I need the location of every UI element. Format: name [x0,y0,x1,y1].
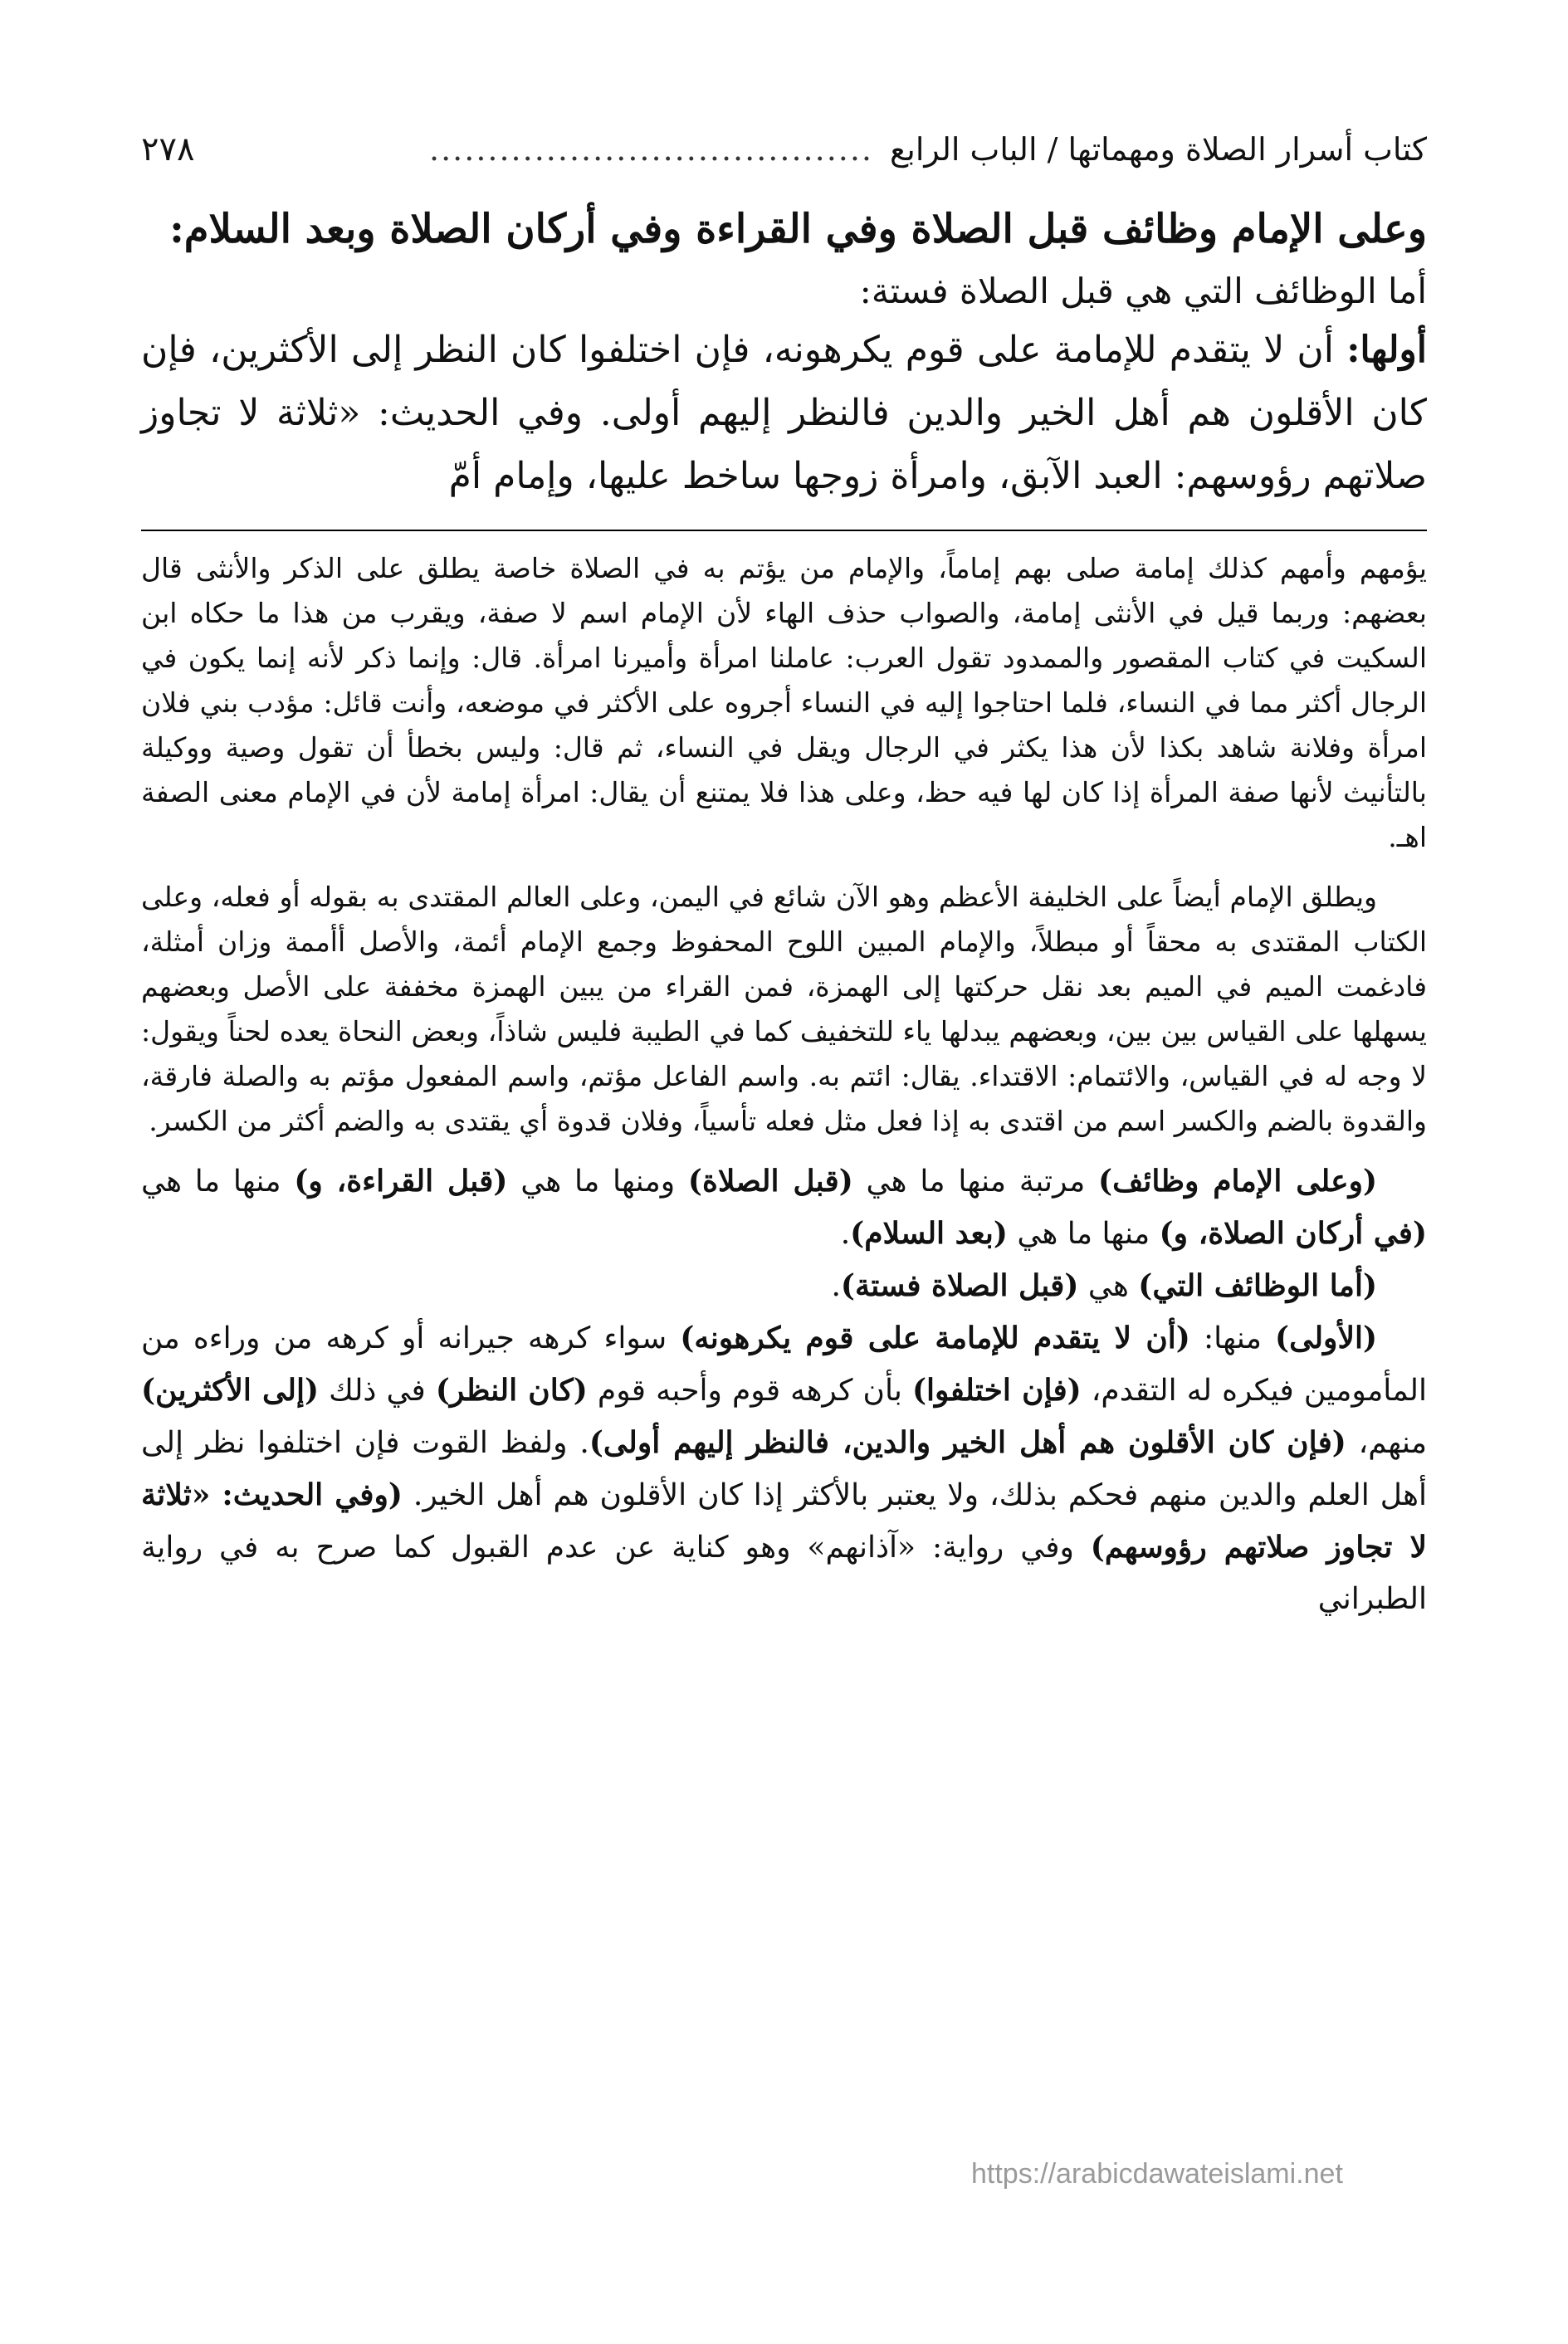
quoted-text: (الأولى) [1275,1321,1378,1355]
commentary-paragraph [141,1260,1427,1312]
running-title: كتاب أسرار الصلاة ومهماتها / الباب الرابع [890,131,1427,168]
page-number: ٢٧٨ [141,130,195,168]
quoted-text: (قبل القراءة، و) [294,1164,508,1199]
commentary-text: منها ما هي [141,1165,295,1199]
main-lead: أولها: [1346,329,1427,371]
quoted-text: (قبل الصلاة) [687,1164,853,1199]
quoted-text: (أن لا يتقدم للإمامة على قوم يكرهونه) [680,1321,1190,1355]
main-paragraph [141,319,1427,508]
commentary-text: بأن كرهه قوم وأحبه قوم [587,1374,913,1408]
commentary-text: وفي رواية: «آذانهم» وهو كناية عن عدم القبول كما صرح به في رواية الطبراني [141,1531,1427,1616]
running-header [141,125,1427,174]
footnotes [141,546,1427,1144]
quoted-text: (في أركان الصلاة، و) [1159,1216,1427,1251]
commentary-paragraph [141,1155,1427,1260]
quoted-text: (بعد السلام) [850,1216,1008,1251]
commentary-text: منها ما هي [1007,1217,1160,1251]
section-heading: وعلى الإمام وظائف قبل الصلاة وفي القراءة وفي أركان الصلاة وبعد السلام: [169,206,1427,252]
commentary-text: . [831,1269,841,1303]
commentary-text: مرتبة منها ما هي [852,1165,1099,1199]
main-text [141,319,1427,508]
watermark-url: https://arabicdawateislami.net [971,2158,1343,2190]
quoted-text: (وعلى الإمام وظائف) [1098,1164,1378,1199]
commentary-text: منهم، [1346,1426,1427,1460]
book-page [141,125,1427,2344]
commentary-text: ومنها ما هي [507,1165,688,1199]
footnote-divider [141,530,1427,531]
commentary-text: هي [1078,1269,1139,1303]
quoted-text: (وفي الحديث: «ثلاثة لا تجاوز صلاتهم رؤوسهم) [141,1477,1427,1565]
quoted-text: (كان النظر) [435,1373,588,1408]
quoted-text: (أما الوظائف التي) [1138,1268,1377,1303]
quoted-text: (فإن اختلفوا) [912,1373,1082,1408]
commentary-text: سواء كرهه جيرانه أو كرهه من وراءه من المأمومين فيكره له التقدم، [141,1321,1428,1408]
leader-dots: ...................................... [429,131,874,168]
section-subheading: أما الوظائف التي هي قبل الصلاة فستة: [859,271,1427,311]
commentary-paragraph [141,1312,1427,1625]
main-body: أن لا يتقدم للإمامة على قوم يكرهونه، فإن اختلفوا كان النظر إلى الأكثرين، فإن كان الأقلون هم أهل الخير والدين فالنظر إليهم أولى. وفي الحديث: «ثلاثة لا تجاوز صلاتهم رؤوسهم: العبد الآبق، وامرأة زوجها ساخط عليها، وإمام أمّ [141,329,1427,497]
commentary-text: منها: [1189,1321,1276,1355]
quoted-text: (إلى الأكثرين) [141,1373,320,1408]
footnote-paragraph: ويطلق الإمام أيضاً على الخليفة الأعظم وهو الآن شائع في اليمن، وعلى العالم المقتدى به بقوله أو فعله، وعلى الكتاب المقتدى به محقاً أو مبطلاً، والإمام المبين اللوح المحفوظ وجمع الإمام أئمة، والأصل أأممة وزان أمثلة، فادغمت الميم في الميم بعد نقل حركتها إلى الهمزة، فمن القراء من يبين الهمزة مخففة على الأصل وبعضهم يسهلها على القياس بين بين، وبعضهم يبدلها ياء للتخفيف كما في الطيبة فليس شاذاً، وبعض النحاة يعده لحناً ويقول: لا وجه له في القياس، والائتمام: الاقتداء. يقال: ائتم به. واسم الفاعل مؤتم، واسم المفعول مؤتم به والصلة فارقة، والقدوة بالضم والكسر اسم من اقتدى به إذا فعل مثل فعله تأسياً، وفلان قدوة أي يقتدى به والضم أكثر من الكسر. [141,881,1427,1137]
commentary-text: . ولفظ القوت فإن اختلفوا نظر إلى أهل العلم والدين منهم فحكم بذلك، ولا يعتبر بالأكثر إذا كان الأقلون هم أهل الخير. [141,1426,1427,1512]
commentary-text: . [840,1217,851,1251]
commentary-text: في ذلك [319,1374,436,1408]
commentary [141,1155,1427,1625]
quoted-text: (قبل الصلاة فستة) [840,1268,1079,1303]
footnote-paragraph: يؤمهم وأمهم كذلك إمامة صلى بهم إماماً، والإمام من يؤتم به في الصلاة خاصة يطلق على الذكر والأنثى قال بعضهم: وربما قيل في الأنثى إمامة، والصواب حذف الهاء لأن الإمام اسم لا صفة، ويقرب من هذا ما حكاه ابن السكيت في كتاب المقصور والممدود تقول العرب: عاملنا امرأة وأميرنا امرأة. قال: وإنما ذكر لأنه إنما يكون في الرجال أكثر مما في النساء، فلما احتاجوا إليه في النساء أجروه على الأكثر في موضعه، وأنت قائل: مؤدب بني فلان امرأة وفلانة شاهد بكذا لأن هذا يكثر في الرجال ويقل في النساء، ثم قال: وليس بخطأ أن تقول وصية ووكيلة بالتأنيث لأنها صفة المرأة إذا كان لها فيه حظ، وعلى هذا فلا يمتنع أن يقال: امرأة إمامة لأن في الإمام معنى الصفة اهـ. [141,552,1427,853]
quoted-text: (فإن كان الأقلون هم أهل الخير والدين، فالنظر إليهم أولى) [589,1425,1346,1460]
